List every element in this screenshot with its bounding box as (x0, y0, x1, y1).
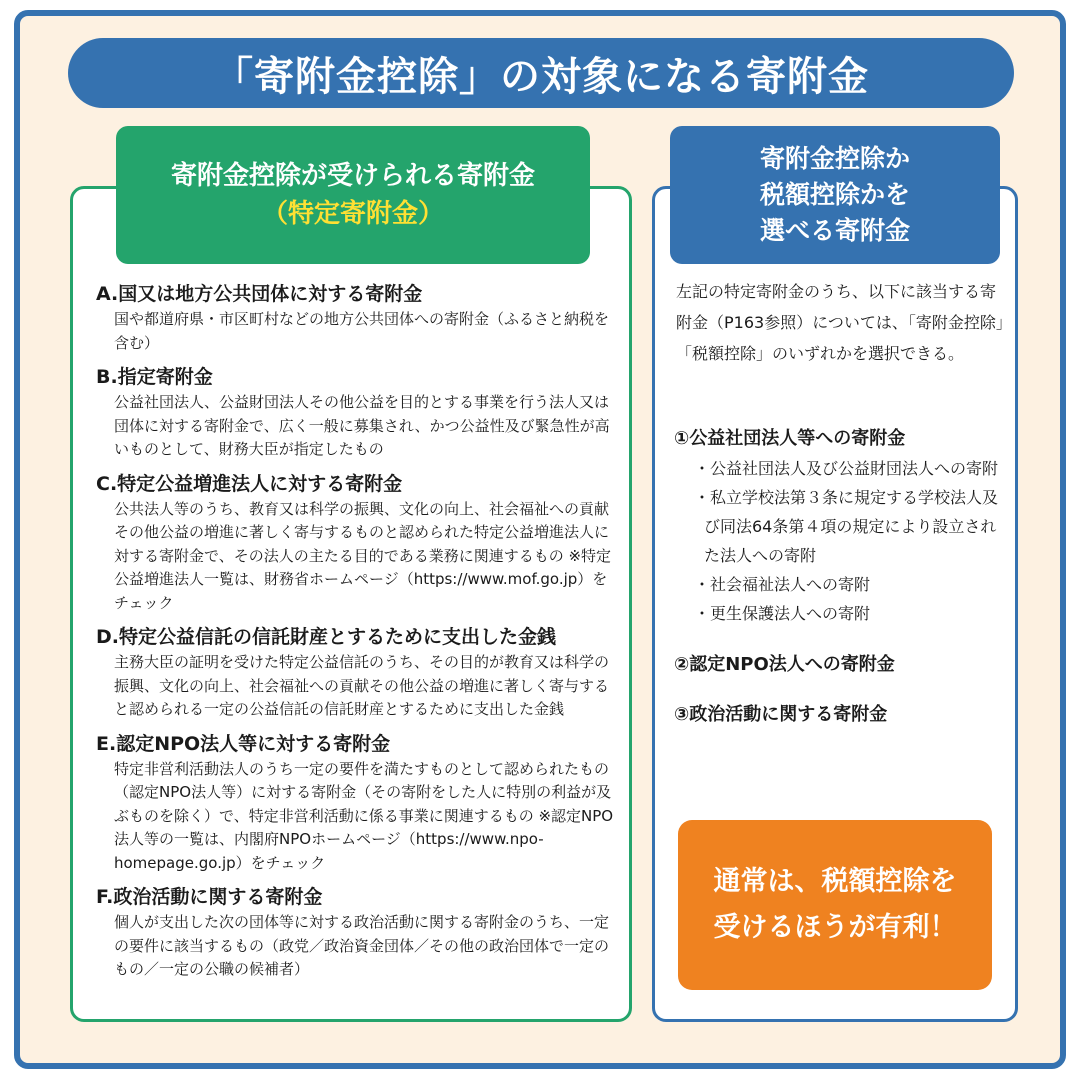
list-item (96, 280, 618, 355)
list-item (96, 363, 618, 462)
callout-box (678, 820, 992, 990)
list-item (96, 883, 618, 982)
item-body: 主務大臣の証明を受けた特定公益信託のうち、その目的が教育又は科学の振興、文化の向上、社会福祉への貢献その他公益の増進に著しく寄与すると認められる一定の公益信託の信託財産とするために支出した金銭 (114, 653, 610, 718)
item-body: 国や都道府県・市区町村などの地方公共団体への寄附金（ふるさと納税を含む） (114, 310, 610, 352)
group-heading: ①公益社団法人等への寄附金 (674, 428, 906, 449)
item-title: A.国又は地方公共団体に対する寄附金 (96, 283, 423, 305)
item-body: 公益社団法人、公益財団法人その他公益を目的とする事業を行う法人又は団体に対する寄附金で、広く一般に募集され、かつ公益性及び緊急性が高いものとして、財務大臣が指定したもの (114, 393, 610, 458)
group-sub-item: ・私立学校法第３条に規定する学校法人及び同法64条第４項の規定により設立された法人への寄附 (694, 488, 999, 565)
right-header-line3: 選べる寄附金 (759, 216, 910, 245)
left-header-line2: （特定寄附金） (261, 199, 444, 229)
group-heading: ②認定NPO法人への寄附金 (674, 654, 895, 675)
item-title: F.政治活動に関する寄附金 (96, 886, 323, 908)
item-title: B.指定寄附金 (96, 366, 213, 388)
list-item (96, 623, 618, 722)
specific-donation-list (96, 280, 618, 990)
item-body: 公共法人等のうち、教育又は科学の振興、文化の向上、社会福祉への貢献その他公益の増進に著しく寄与するものと認められた特定公益増進法人に対する寄附金で、その法人の主たる目的である業務に関連するもの ※特定公益増進法人一覧は、財務省ホームページ（https://www.mof.go.jp）をチェック (114, 499, 612, 612)
right-header-line1: 寄附金控除か (759, 144, 910, 173)
right-panel-header (670, 126, 1000, 264)
group-sub-item: ・社会福祉法人への寄附 (694, 575, 871, 594)
choosable-donation-list (674, 424, 1010, 730)
list-item (96, 730, 618, 876)
item-title: C.特定公益増進法人に対する寄附金 (96, 472, 403, 495)
callout-line2: 受けるほうが有利！ (713, 912, 957, 943)
list-item (96, 470, 618, 616)
page-title: 「寄附金控除」の対象になる寄附金 (68, 38, 1014, 108)
item-body: 個人が支出した次の団体等に対する政治活動に関する寄附金のうち、一定の要件に該当するもの（政党／政治資金団体／その他の政治団体で一定のもの／一定の公職の候補者） (114, 913, 610, 978)
right-header-line2: 税額控除かを (759, 180, 910, 209)
right-intro-text: 左記の特定寄附金のうち、以下に該当する寄附金（P163参照）については、「寄附金控除」「税額控除」のいずれかを選択できる。 (676, 282, 1004, 363)
item-title: E.認定NPO法人等に対する寄附金 (96, 732, 391, 755)
group-sub-item: ・公益社団法人及び公益財団法人への寄附 (694, 459, 999, 478)
callout-line1: 通常は、税額控除を (713, 866, 957, 897)
group-heading: ③政治活動に関する寄附金 (674, 704, 888, 725)
item-body: 特定非営利活動法人のうち一定の要件を満たすものとして認められたもの（認定NPO法人等）に対する寄附金（その寄附をした人に特別の利益が及ぶものを除く）で、特定非営利活動に係る事業に関連するもの ※認定NPO法人等の一覧は、内閣府NPOホームページ（https://www.npo-homepage.go.jp）をチェック (114, 759, 614, 872)
group-sub-item: ・更生保護法人への寄附 (694, 604, 871, 623)
left-header-line1: 寄附金控除が受けられる寄附金 (170, 161, 535, 191)
item-title: D.特定公益信託の信託財産とするために支出した金銭 (96, 626, 556, 648)
left-panel-header (116, 126, 590, 264)
